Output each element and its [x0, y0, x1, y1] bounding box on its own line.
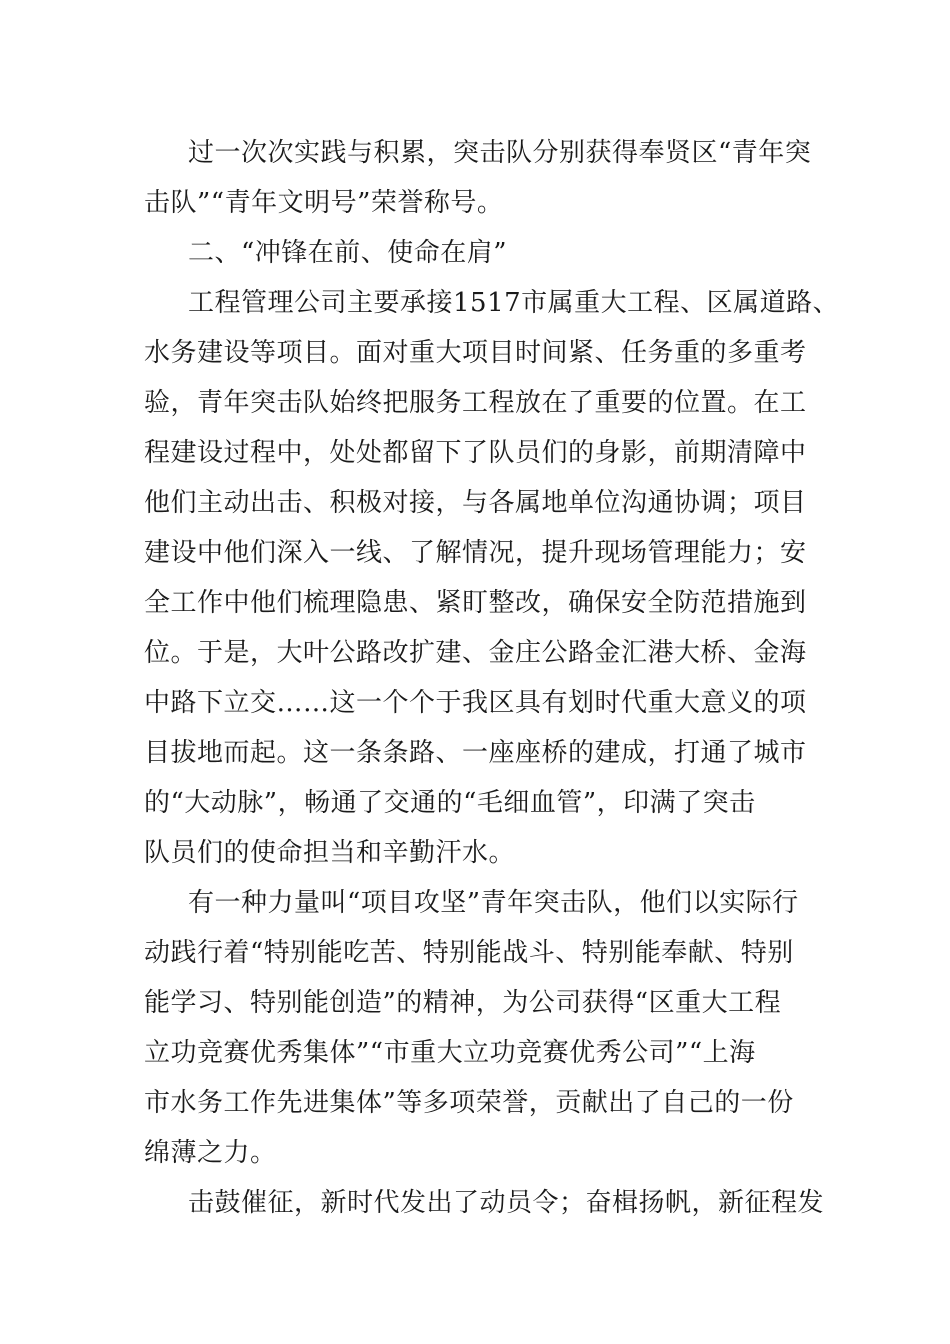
text-line: 击队”“青年文明号”荣誉称号。 — [144, 188, 504, 218]
text-line: 建设中他们深入一线、了解情况，提升现场管理能力；安 — [144, 538, 807, 568]
text-line: 队员们的使命担当和辛勤汗水。 — [144, 838, 516, 868]
text-line: 程建设过程中，处处都留下了队员们的身影，前期清障中 — [144, 438, 807, 468]
text-line: 有一种力量叫“项目攻坚”青年突击队，他们以实际行 — [188, 888, 799, 918]
text-line: 绵薄之力。 — [144, 1138, 277, 1168]
text-line: 立功竞赛优秀集体”“市重大立功竞赛优秀公司”“上海 — [144, 1038, 756, 1068]
text-line: 击鼓催征，新时代发出了动员令；奋楫扬帆，新征程发 — [188, 1188, 825, 1218]
text-line: 全工作中他们梳理隐患、紧盯整改，确保安全防范措施到 — [144, 588, 807, 618]
text-line: 水务建设等项目。面对重大项目时间紧、任务重的多重考 — [144, 338, 807, 368]
text-line: 市水务工作先进集体”等多项荣誉，贡献出了自己的一份 — [144, 1088, 794, 1118]
text-line: 工程管理公司主要承接1517市属重大工程、区属道路、 — [188, 288, 840, 318]
section-heading: 二、“冲锋在前、使命在肩” — [188, 238, 508, 268]
document-body — [144, 128, 840, 1228]
text-line: 动践行着“特别能吃苦、特别能战斗、特别能奉献、特别 — [144, 938, 794, 968]
text-line: 能学习、特别能创造”的精神，为公司获得“区重大工程 — [144, 988, 782, 1018]
text-line: 目拔地而起。这一条条路、一座座桥的建成，打通了城市 — [144, 738, 807, 768]
text-line: 他们主动出击、积极对接，与各属地单位沟通协调；项目 — [144, 488, 807, 518]
text-line: 位。于是，大叶公路改扩建、金庄公路金汇港大桥、金海 — [144, 638, 807, 668]
text-line: 中路下立交……这一个个于我区具有划时代重大意义的项 — [144, 688, 807, 718]
text-line: 的“大动脉”，畅通了交通的“毛细血管”，印满了突击 — [144, 788, 756, 818]
text-line: 验，青年突击队始终把服务工程放在了重要的位置。在工 — [144, 388, 807, 418]
text-line: 过一次次实践与积累，突击队分别获得奉贤区“青年突 — [188, 138, 812, 168]
